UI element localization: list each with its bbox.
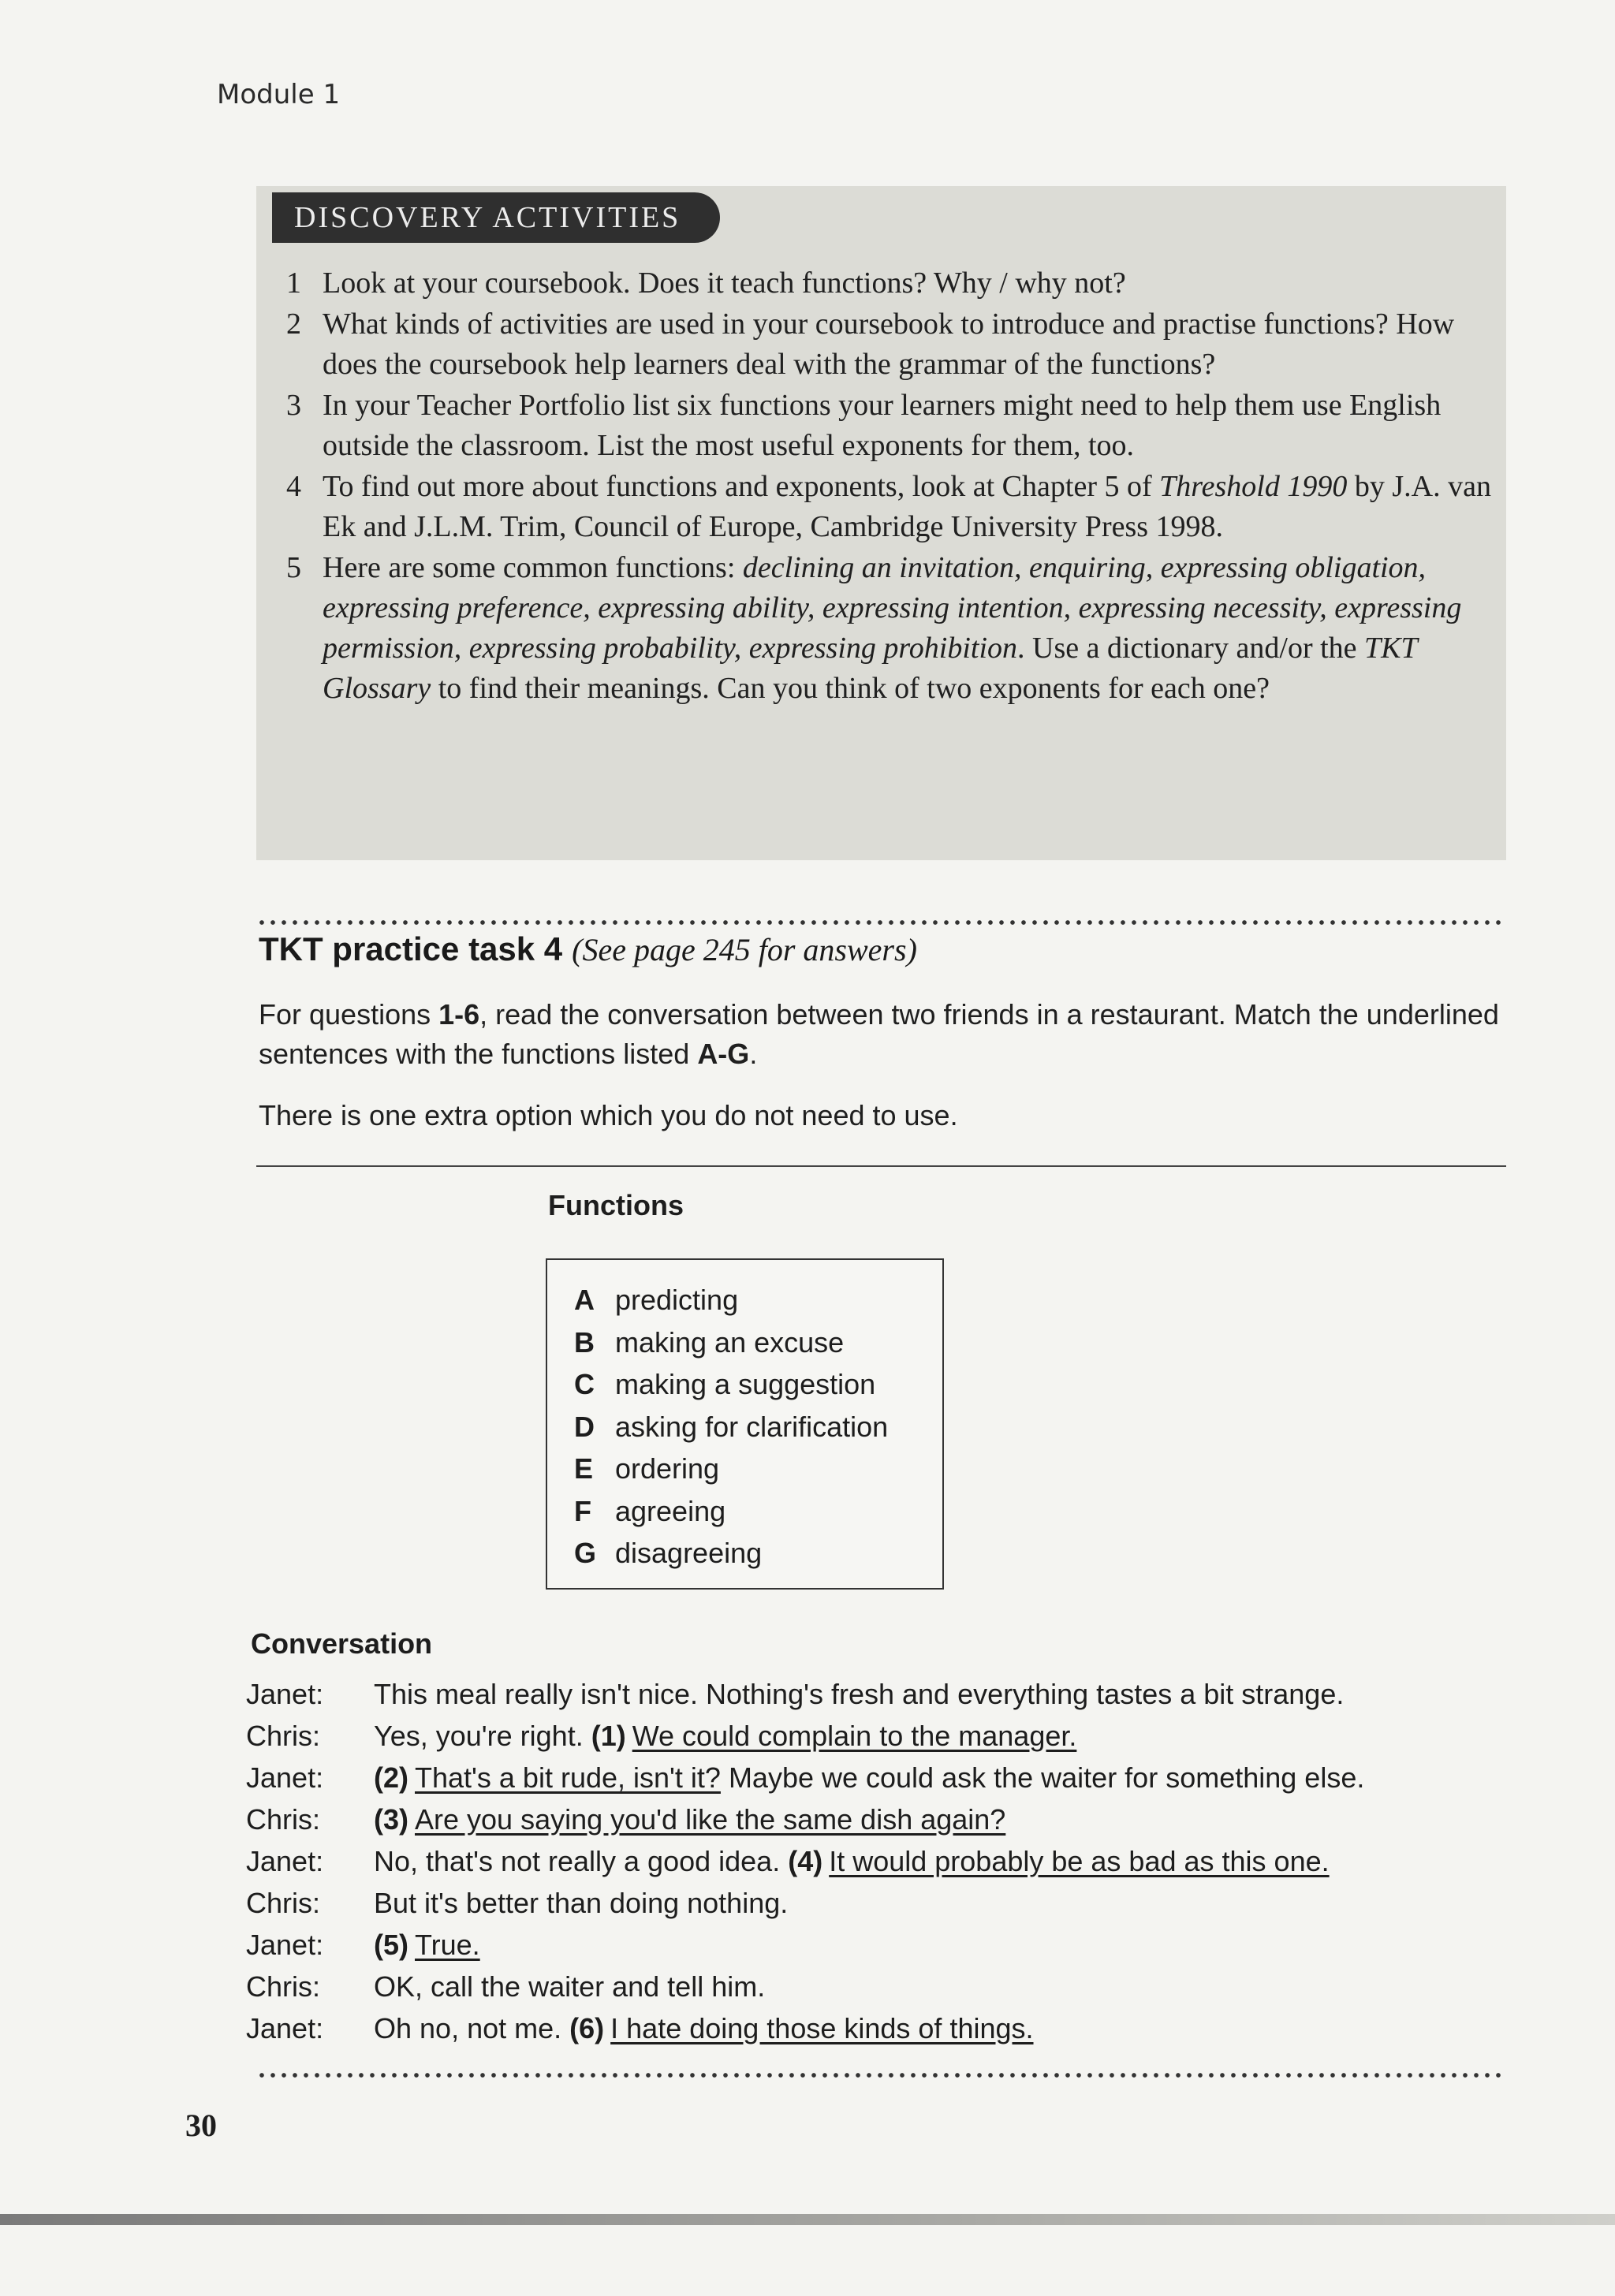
underlined-sentence: True.	[415, 1929, 480, 1961]
line-text	[374, 1840, 1508, 1882]
question-range: 1-6	[438, 998, 480, 1031]
conversation-line	[246, 2007, 1508, 2049]
instruction-text: For questions	[259, 998, 439, 1031]
underlined-sentence: It would probably be as bad as this one.	[829, 1845, 1330, 1877]
instruction-text: , read the conversation between two friends in a restaurant. Match the underlined sentences with the functions listed	[259, 998, 1499, 1070]
speaker: Chris:	[246, 1970, 321, 2003]
question-number: (5)	[374, 1929, 408, 1961]
option-label: agreeing	[615, 1494, 726, 1527]
item-number: 1	[286, 266, 301, 300]
plain-text: This meal really isn't nice. Nothing's fresh and everything tastes a bit strange.	[374, 1678, 1345, 1710]
conversation-line	[246, 1882, 1508, 1924]
function-option	[574, 1532, 942, 1575]
item-text: Here are some common functions:	[323, 551, 743, 584]
discovery-item	[280, 386, 1498, 466]
instruction-text: .	[749, 1038, 758, 1070]
option-label: ordering	[615, 1452, 720, 1485]
conversation-line	[246, 1966, 1508, 2007]
function-option	[574, 1406, 942, 1448]
question-number: (4)	[788, 1845, 823, 1877]
option-letter: C	[574, 1368, 595, 1400]
speaker: Janet:	[246, 1678, 324, 1710]
discovery-activities-box	[256, 186, 1506, 860]
underlined-sentence: We could complain to the manager.	[632, 1720, 1077, 1752]
conversation-line	[246, 1715, 1508, 1757]
speaker: Chris:	[246, 1720, 321, 1752]
conversation	[246, 1673, 1508, 2049]
functions-box	[546, 1258, 944, 1590]
option-letter: E	[574, 1452, 594, 1485]
line-text	[374, 1966, 1508, 2007]
question-number: (3)	[374, 1803, 408, 1836]
discovery-header: DISCOVERY ACTIVITIES	[272, 192, 720, 243]
plain-text: Maybe we could ask the waiter for something else.	[720, 1761, 1365, 1794]
item-text: Look at your coursebook. Does it teach functions? Why / why not?	[323, 266, 1126, 300]
option-letter: A	[574, 1284, 595, 1316]
line-text	[374, 1715, 1508, 1757]
underlined-sentence: That's a bit rude, isn't it?	[415, 1761, 721, 1794]
item-number: 2	[286, 308, 301, 341]
option-label: predicting	[615, 1284, 739, 1316]
option-letters: A-G	[697, 1038, 750, 1070]
speaker: Janet:	[246, 2012, 324, 2044]
option-letter: B	[574, 1325, 595, 1359]
scan-edge-bar	[0, 2214, 1615, 2225]
item-text: to find their meanings. Can you think of two exponents for each one?	[431, 672, 1270, 705]
function-option	[574, 1448, 942, 1490]
conversation-line	[246, 1757, 1508, 1798]
line-text	[374, 1798, 1508, 1840]
item-text: To find out more about functions and exponents, look at Chapter 5 of	[323, 470, 1160, 503]
line-text	[374, 1924, 1508, 1966]
speaker: Chris:	[246, 1887, 321, 1919]
function-list: declining an invitation, enquiring, expressing obligation, expressing preference, expressing ability, expressing intention, expressing necessity, expressing permission, expressing probability, expressing prohibition	[323, 551, 1462, 665]
question-number: (2)	[374, 1761, 408, 1794]
line-text	[374, 1757, 1508, 1798]
item-number: 4	[286, 470, 301, 503]
option-label: disagreeing	[615, 1537, 763, 1569]
option-letter: F	[574, 1494, 591, 1527]
discovery-item	[280, 548, 1498, 709]
speaker: Janet:	[246, 1845, 324, 1877]
plain-text: Yes, you're right.	[374, 1720, 591, 1752]
plain-text: But it's better than doing nothing.	[374, 1887, 789, 1919]
page-number: 30	[185, 2108, 217, 2143]
extra-option-note: There is one extra option which you do not need to use.	[259, 1099, 958, 1131]
option-letter: D	[574, 1410, 595, 1443]
line-text	[374, 1673, 1508, 1715]
function-option	[574, 1363, 942, 1406]
function-option	[574, 1321, 942, 1364]
glossary-title: TKT Glossary	[323, 632, 1417, 705]
discovery-item	[280, 467, 1498, 547]
speaker: Janet:	[246, 1929, 324, 1961]
divider-rule	[256, 1165, 1506, 1167]
function-option	[574, 1490, 942, 1533]
discovery-list	[280, 263, 1498, 710]
speaker: Chris:	[246, 1803, 321, 1836]
item-text: . Use a dictionary and/or the	[1017, 632, 1365, 665]
plain-text: Oh no, not me.	[374, 2012, 570, 2044]
item-number: 3	[286, 389, 301, 422]
conversation-line	[246, 1673, 1508, 1715]
functions-list	[547, 1260, 942, 1575]
item-text: What kinds of activities are used in your coursebook to introduce and practise functions? How does the coursebook help learners deal with the grammar of the functions?	[323, 308, 1455, 381]
speaker: Janet:	[246, 1761, 324, 1794]
module-label: Module 1	[217, 79, 341, 110]
line-text	[374, 2007, 1508, 2049]
dotted-divider-bottom	[256, 2072, 1506, 2078]
option-label: asking for clarification	[615, 1410, 889, 1443]
conversation-line	[246, 1924, 1508, 1966]
conversation-line	[246, 1798, 1508, 1840]
option-label: making an excuse	[615, 1325, 845, 1359]
function-option	[574, 1279, 942, 1321]
task-title-text: TKT practice task 4	[259, 930, 563, 967]
functions-heading: Functions	[548, 1189, 684, 1221]
dotted-divider-top	[256, 919, 1506, 926]
answers-note: (See page 245 for answers)	[572, 932, 917, 967]
item-text: In your Teacher Portfolio list six functions your learners might need to help them use English outside the classroom. List the most useful exponents for them, too.	[323, 389, 1442, 462]
plain-text: No, that's not really a good idea.	[374, 1845, 789, 1877]
item-number: 5	[286, 551, 301, 584]
conversation-line	[246, 1840, 1508, 1882]
discovery-item	[280, 304, 1498, 385]
item-text: by J.A. van Ek and J.L.M. Trim, Council of Europe, Cambridge University Press 1998.	[323, 470, 1491, 543]
conversation-heading: Conversation	[251, 1627, 433, 1660]
underlined-sentence: I hate doing those kinds of things.	[610, 2012, 1034, 2044]
underlined-sentence: Are you saying you'd like the same dish again?	[415, 1803, 1006, 1836]
plain-text: OK, call the waiter and tell him.	[374, 1970, 766, 2003]
option-label: making a suggestion	[615, 1368, 876, 1400]
question-number: (1)	[591, 1720, 626, 1752]
book-title: Threshold 1990	[1159, 470, 1348, 503]
question-number: (6)	[569, 2012, 605, 2044]
task-instruction	[259, 995, 1505, 1074]
option-letter: G	[574, 1537, 597, 1569]
task-title	[259, 930, 917, 968]
line-text	[374, 1882, 1508, 1924]
discovery-item	[280, 263, 1498, 304]
